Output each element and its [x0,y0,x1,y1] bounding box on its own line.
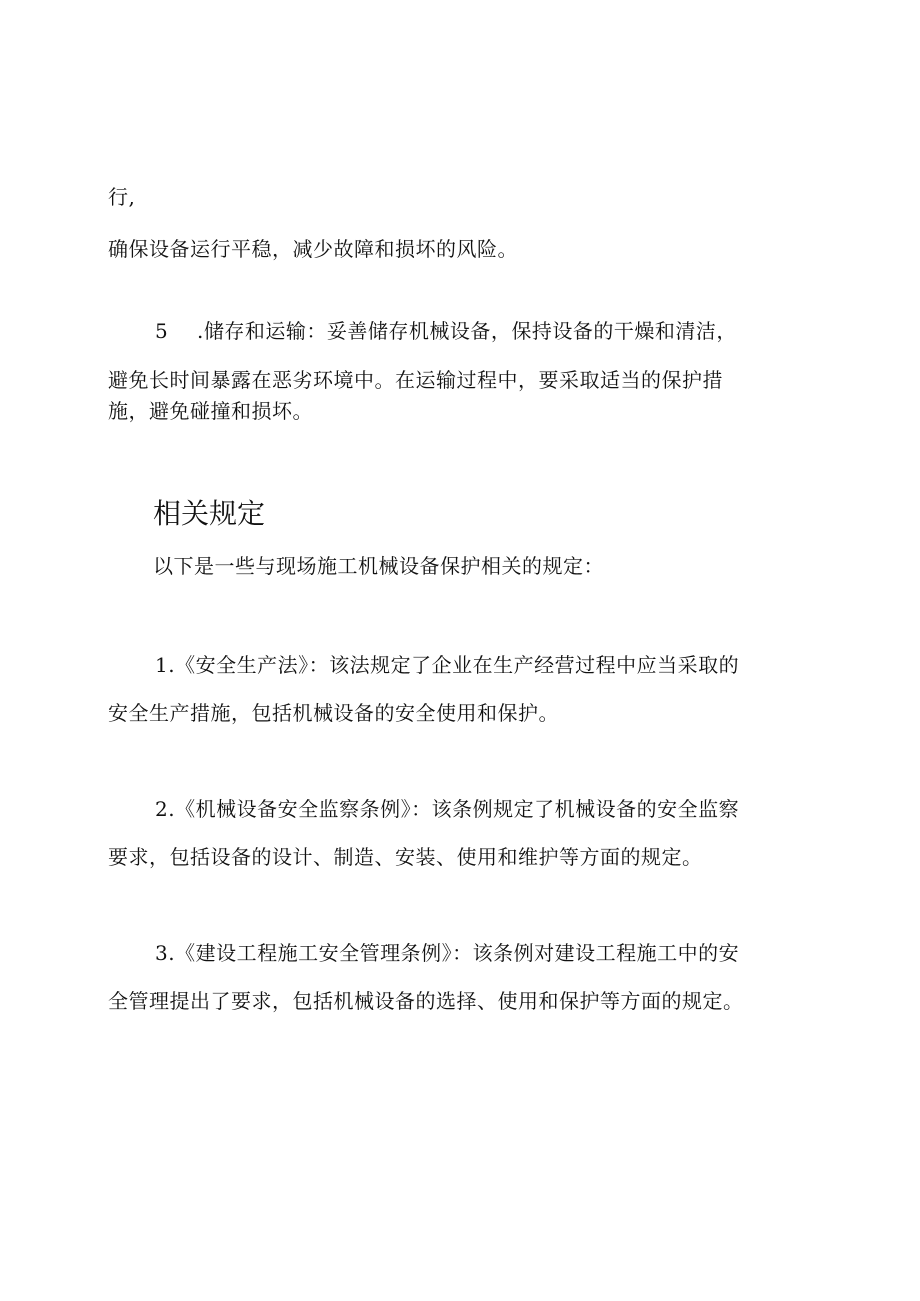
list-item-3-line-1 [155,940,739,966]
list-number: 2 [155,797,169,821]
list-number: 1 [155,653,169,677]
list-number: 5 [155,319,169,343]
list-text: .《安全生产法》：该法规定了企业在生产经营过程中应当采取的 [168,653,740,677]
list-item-5-line-3: 施，避免碰撞和损坏。 [108,399,313,423]
list-text: .《建设工程施工安全管理条例》：该条例对建设工程施工中的安 [168,941,740,965]
list-item-5-line-1 [155,318,737,344]
section-intro: 以下是一些与现场施工机械设备保护相关的规定： [153,554,604,578]
text-line: 行, [108,185,136,209]
section-heading: 相关规定 [153,497,266,530]
text-line: 确保设备运行平稳，减少故障和损坏的风险。 [108,237,518,261]
list-item-5-line-2: 避免长时间暴露在恶劣环境中。在运输过程中，要采取适当的保护措 [108,368,723,392]
list-number: 3 [155,941,169,965]
list-text: .储存和运输：妥善储存机械设备，保持设备的干燥和清洁， [197,319,737,343]
list-item-2-line-2: 要求，包括设备的设计、制造、安装、使用和维护等方面的规定。 [108,845,703,869]
list-item-3-line-2: 全管理提出了要求，包括机械设备的选择、使用和保护等方面的规定。 [108,989,744,1013]
list-item-1-line-1 [155,652,739,678]
list-text: .《机械设备安全监察条例》：该条例规定了机械设备的安全监察 [168,797,740,821]
list-item-1-line-2: 安全生产措施，包括机械设备的安全使用和保护。 [108,701,559,725]
list-item-2-line-1 [155,796,739,822]
